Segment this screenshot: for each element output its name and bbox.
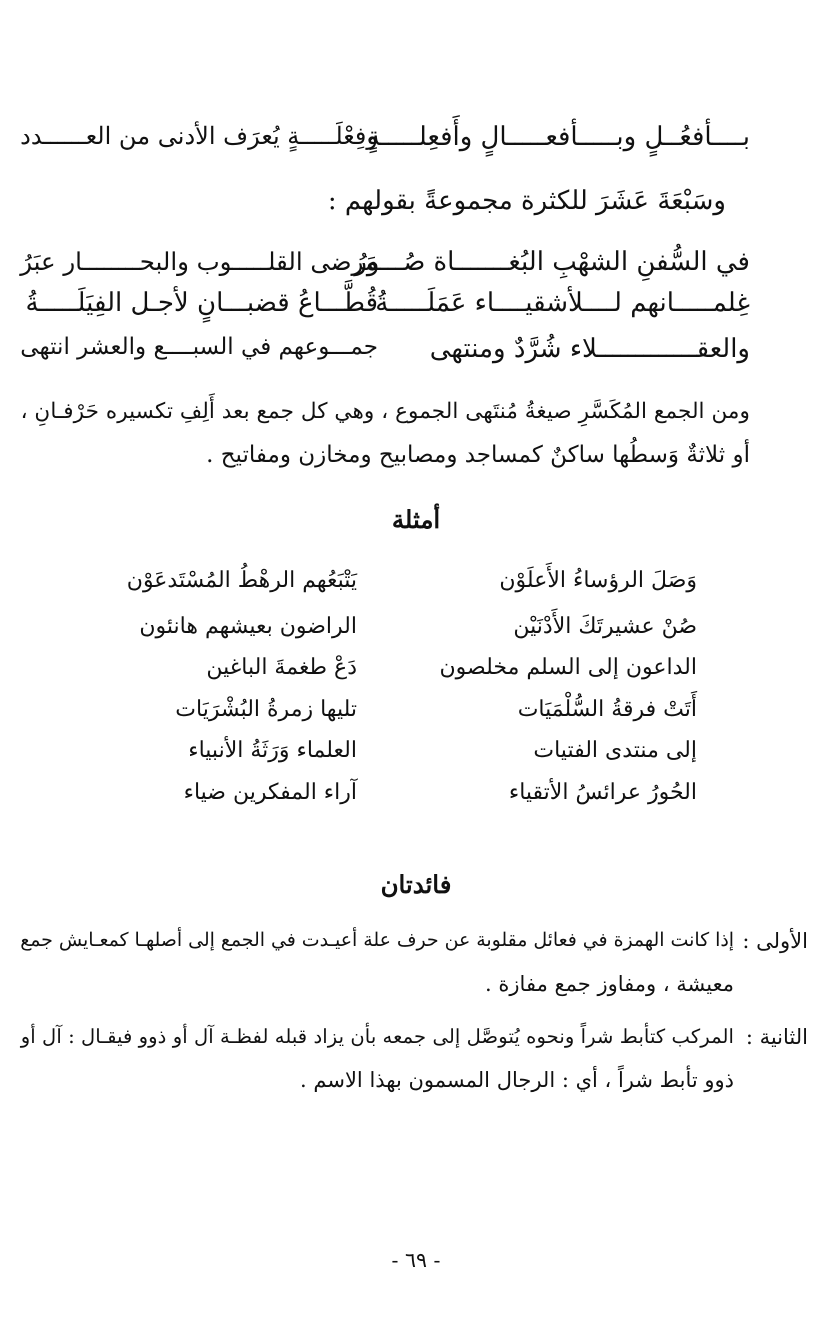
benefit-1-label: الأولى : xyxy=(742,929,808,953)
example-4-left: تليها زمرةُ البُشْرَيَات xyxy=(175,697,357,722)
paragraph-line-1: ومن الجمع المُكَسَّرِ صيغةُ مُنتَهى الجموع ، وهي كل جمع بعد أَلِفِ تكسيره حَرْفـانِ ، xyxy=(20,399,750,424)
poem-line-2-right: غِلمـــــانهم لــــلأشقيــــاء عَمَلَـــــةُ xyxy=(375,288,750,318)
paragraph-line-2: أو ثلاثةٌ وَسطُها ساكنٌ كمساجد ومصابيح ومخازن ومفاتيح . xyxy=(206,442,750,468)
example-6-right: الحُورُ عرائسُ الأتقياء xyxy=(508,780,697,805)
example-2-right: صُنْ عشيرتَكَ الأَدْنَيْن xyxy=(513,614,697,639)
benefit-2-line-1: المركب كتأبط شراً ونحوه يُتوصَّل إلى جمعه بأن يزاد قبله لفظـة آل أو ذوو فيقـال : آل أو xyxy=(20,1025,734,1048)
example-5-right: إلى منتدى الفتيات xyxy=(533,738,697,763)
example-1-right: وَصَلَ الرؤساءُ الأَعلَوْن xyxy=(499,568,697,593)
intro-line: وسَبْعَةَ عَشَرَ للكثرة مجموعةً بقولهم : xyxy=(327,186,726,216)
page-number: - ٦٩ - xyxy=(391,1248,441,1272)
benefits-heading: فائدتان xyxy=(380,870,452,899)
example-2-left: الراضون بعيشهم هانئون xyxy=(139,614,357,639)
example-4-right: أَتَتْ فرقةُ السُّلْمَيَات xyxy=(517,697,697,722)
benefit-1-line-1: إذا كانت الهمزة في فعائل مقلوبة عن حرف علة أعيـدت في الجمع إلى أصلهـا كمعـايش جمع xyxy=(20,929,734,951)
benefit-2-label: الثانية : xyxy=(745,1025,808,1049)
example-3-left: دَعْ طغمةَ الباغين xyxy=(206,655,357,680)
example-1-left: يَتْبَعُهم الرهْطُ المُسْتَدعَوْن xyxy=(126,568,357,593)
example-5-left: العلماء وَرَثَةُ الأنبياء xyxy=(188,738,357,763)
top-verse-left: وفِعْلَـــــةٍ يُعرَف الأدنى من العــــــدد xyxy=(20,122,378,150)
poem-line-1-left: مَرضى القلـــــوب والبحــــــــار عبَرُ xyxy=(20,247,378,276)
example-3-right: الداعون إلى السلم مخلصون xyxy=(439,655,697,680)
top-verse-right: بــــأفعُــلٍ وبـــــأفعـــــالٍ وأَفعِلـــــةٍ xyxy=(366,122,750,152)
poem-line-1-right: في السُّفنِ الشهْبِ البُغـــــــاة صُـــورُ xyxy=(354,247,750,277)
poem-line-3-right: والعقـــــــــــــلاء شُرَّدٌ ومنتهى xyxy=(429,334,750,364)
poem-line-3-left: جمـــوعهم في السبــــع والعشر انتهى xyxy=(20,334,378,360)
examples-heading: أمثلة xyxy=(391,505,441,534)
benefit-2-line-2: ذوو تأبط شراً ، أي : الرجال المسمون بهذا الاسم . xyxy=(300,1068,734,1092)
poem-line-2-left: قُطَّـــاعُ قضبـــانٍ لأجـل الفِيَلَـــــةُ xyxy=(25,288,378,318)
benefit-1-line-2: معيشة ، ومفاوز جمع مفازة . xyxy=(485,972,734,996)
example-6-left: آراء المفكرين ضياء xyxy=(183,780,357,805)
